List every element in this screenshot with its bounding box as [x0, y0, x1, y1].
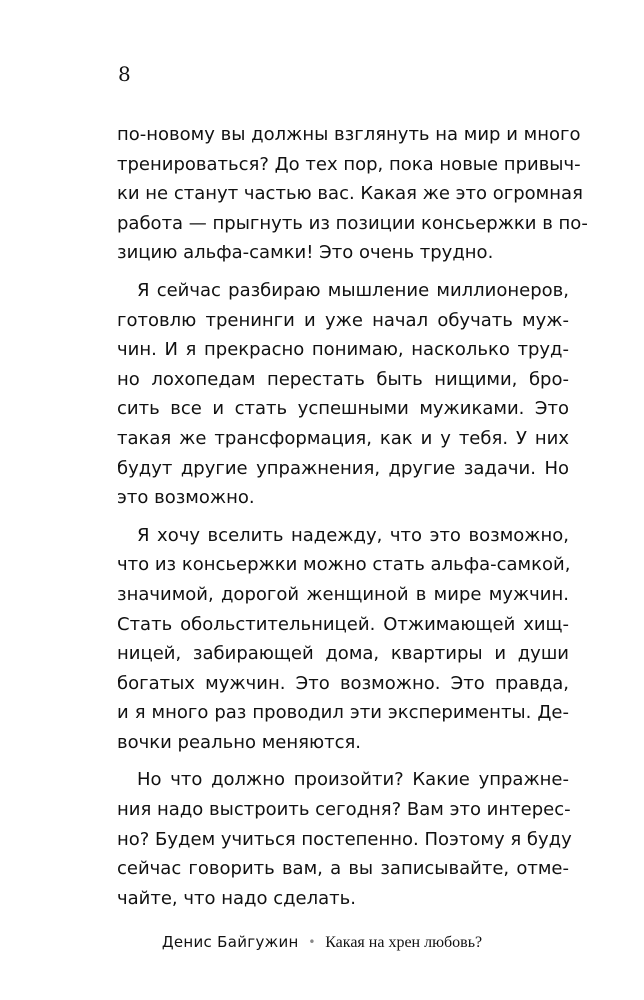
running-footer — [0, 932, 644, 953]
footer-author: Денис Байгужин — [161, 933, 299, 951]
text-line: ницей, забирающей дома, квартиры и души — [117, 643, 569, 665]
text-line: но лохопедам перестать быть нищими, бро- — [117, 368, 569, 390]
text-line: и я много раз проводил эти эксперименты. Де- — [117, 702, 569, 724]
text-line: ния надо выстроить сегодня? Вам это интерес- — [117, 799, 571, 821]
page-number: 8 — [118, 62, 131, 86]
text-line: чайте, что надо сделать. — [117, 887, 356, 909]
text-line: ки не станут частью вас. Какая же это огромная — [117, 183, 583, 205]
text-line: Я хочу вселить надежду, что это возможно, — [137, 524, 569, 546]
text-line: сить все и стать успешными мужиками. Это — [117, 398, 569, 420]
text-line: работа — прыгнуть из позиции консьержки в по- — [117, 212, 588, 234]
paragraph — [117, 276, 569, 513]
text-line: богатых мужчин. Это возможно. Это правда, — [117, 672, 569, 694]
text-line: по-новому вы должны взглянуть на мир и много — [117, 124, 581, 145]
text-line: тренироваться? До тех пор, пока новые привыч- — [117, 153, 581, 175]
text-line: это возможно. — [117, 487, 255, 509]
text-line: но? Будем учиться постепенно. Поэтому я буду — [117, 828, 572, 850]
text-line: будут другие упражнения, другие задачи. Но — [117, 457, 569, 479]
text-line: что из консьержки можно стать альфа-самкой, — [117, 554, 571, 576]
text-line: вочки реально меняются. — [117, 731, 362, 753]
paragraph — [117, 120, 588, 268]
text-line: Я сейчас разбираю мышление миллионеров, — [137, 279, 569, 301]
footer-separator: • — [308, 935, 316, 949]
text-line: зицию альфа-самки! Это очень трудно. — [117, 242, 494, 264]
text-line: готовлю тренинги и уже начал обучать муж- — [117, 309, 569, 331]
text-line: чин. И я прекрасно понимаю, насколько труд- — [117, 339, 569, 361]
text-line: Стать обольстительницей. Отжимающей хищ- — [117, 613, 569, 635]
paragraph — [117, 765, 572, 913]
paragraph — [117, 521, 569, 758]
footer-book-title: Какая на хрен любовь? — [325, 934, 483, 951]
text-line: значимой, дорогой женщиной в мире мужчин. — [117, 583, 569, 605]
text-line: сейчас говорить вам, а вы записывайте, отме- — [117, 858, 569, 880]
body-text — [117, 120, 588, 921]
text-line: такая же трансформация, как и у тебя. У них — [117, 427, 569, 449]
text-line: Но что должно произойти? Какие упражне- — [137, 769, 569, 791]
